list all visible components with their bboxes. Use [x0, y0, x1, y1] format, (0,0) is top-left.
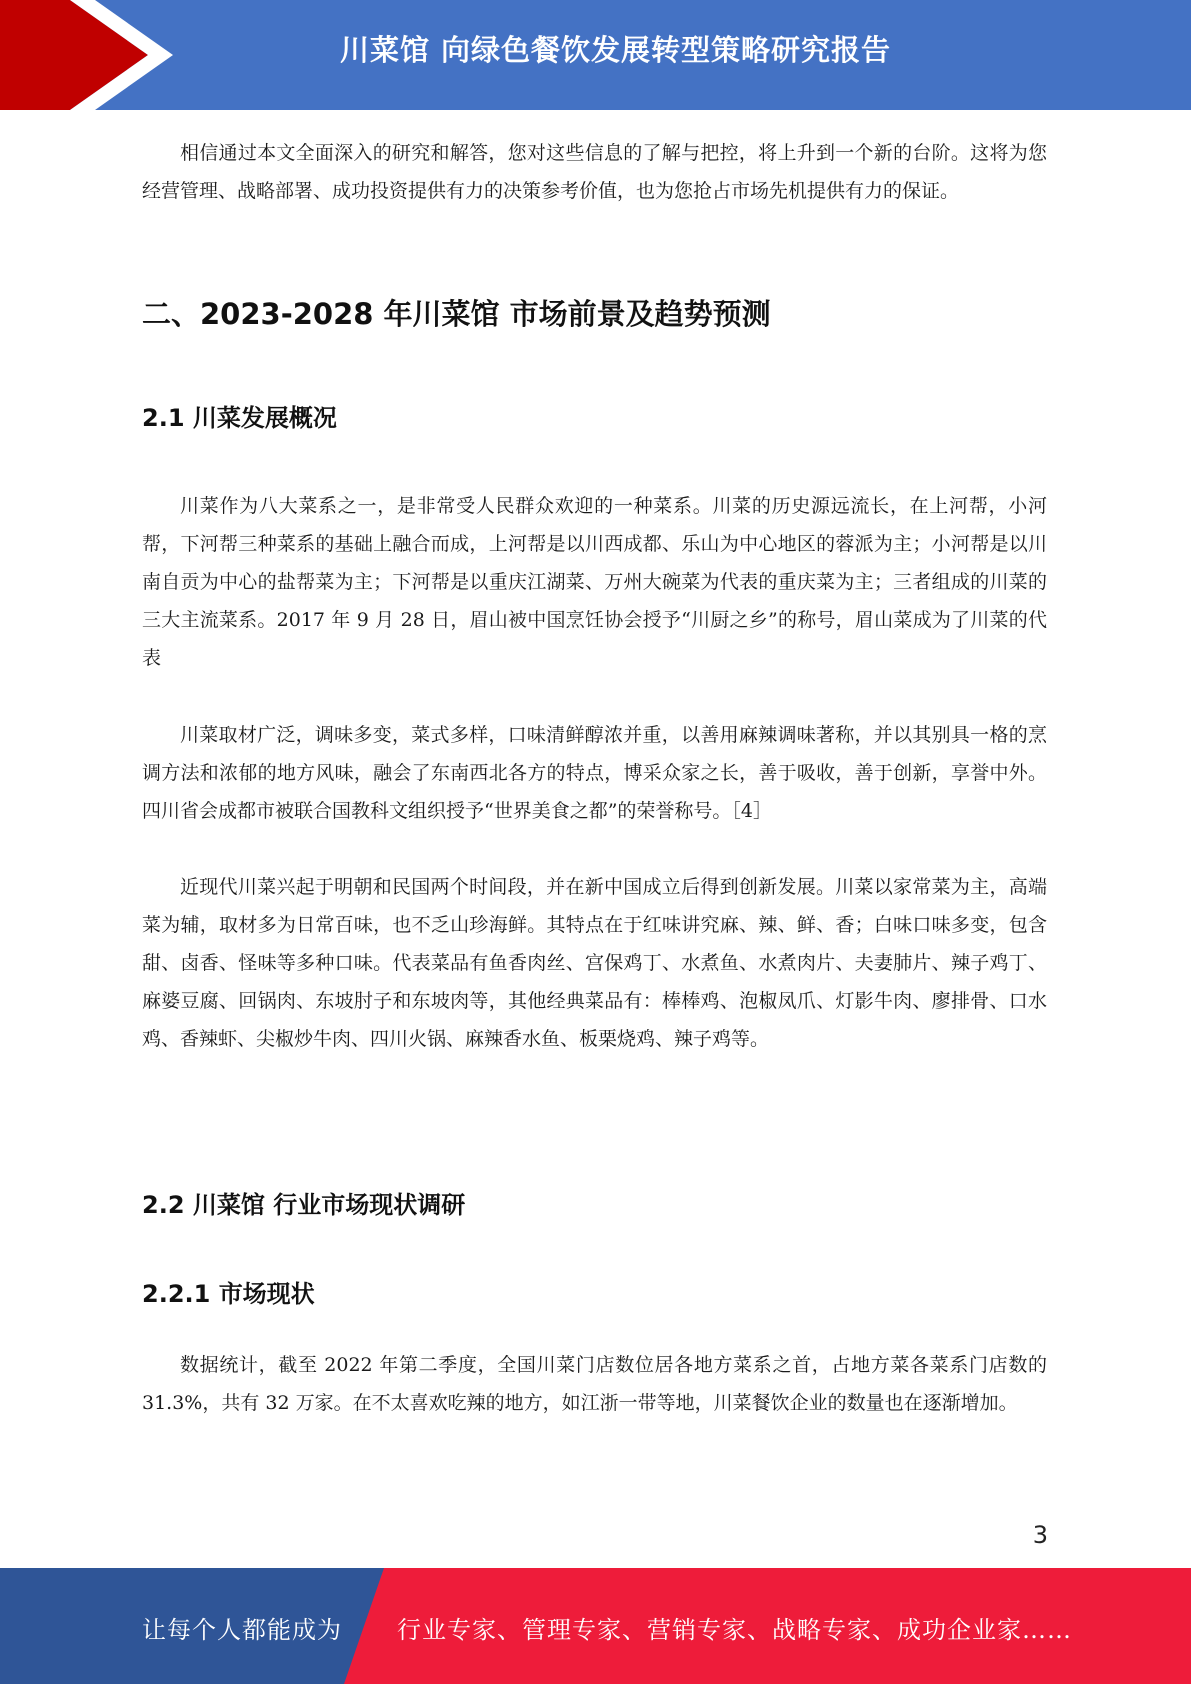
- paragraph-2-1-a: 川菜作为八大菜系之一，是非常受人民群众欢迎的一种菜系。川菜的历史源远流长，在上河帮，小河帮，下河帮三种菜系的基础上融合而成，上河帮是以川西成都、乐山为中心地区的蓉派为主；小河帮是以川南自贡为中心的盐帮菜为主；下河帮是以重庆江湖菜、万州大碗菜为代表的重庆菜为主；三者组成的川菜的三大主流菜系。2017 年 9 月 28 日，眉山被中国烹饪协会授予“川厨之乡”的称号，眉山菜成为了川菜的代表: [142, 495, 1047, 669]
- header-title: 川菜馆 向绿色餐饮发展转型策略研究报告: [339, 33, 892, 67]
- paragraph-2-2-1: 数据统计，截至 2022 年第二季度，全国川菜门店数位居各地方菜系之首，占地方菜各菜系门店数的 31.3%，共有 32 万家。在不太喜欢吃辣的地方，如江浙一带等地，川菜餐饮企业的数量也在逐渐增加。: [142, 1354, 1047, 1414]
- subsection-heading-2-2-1: 2.2.1 市场现状: [142, 1280, 315, 1308]
- paragraph-2-1-c: 近现代川菜兴起于明朝和民国两个时间段，并在新中国成立后得到创新发展。川菜以家常菜为主，高端菜为辅，取材多为日常百味，也不乏山珍海鲜。其特点在于红味讲究麻、辣、鲜、香；白味口味多变，包含甜、卤香、怪味等多种口味。代表菜品有鱼香肉丝、宫保鸡丁、水煮鱼、水煮肉片、夫妻肺片、辣子鸡丁、麻婆豆腐、回锅肉、东坡肘子和东坡肉等，其他经典菜品有：棒棒鸡、泡椒凤爪、灯影牛肉、廖排骨、口水鸡、香辣虾、尖椒炒牛肉、四川火锅、麻辣香水鱼、板栗烧鸡、辣子鸡等。: [142, 876, 1047, 1050]
- section-heading: 二、2023-2028 年川菜馆 市场前景及趋势预测: [142, 297, 771, 331]
- intro-paragraph: 相信通过本文全面深入的研究和解答，您对这些信息的了解与把控，将上升到一个新的台阶。这将为您经营管理、战略部署、成功投资提供有力的决策参考价值，也为您抢占市场先机提供有力的保证。: [142, 142, 1047, 202]
- subsection-heading-2-2: 2.2 川菜馆 行业市场现状调研: [142, 1191, 466, 1219]
- page-header: [0, 0, 1191, 110]
- page-footer: [0, 1568, 1191, 1684]
- subsection-heading-2-1: 2.1 川菜发展概况: [142, 404, 337, 432]
- footer-slogan-left: 让每个人都能成为: [142, 1616, 342, 1644]
- paragraph-2-1-b: 川菜取材广泛，调味多变，菜式多样，口味清鲜醇浓并重，以善用麻辣调味著称，并以其别具一格的烹调方法和浓郁的地方风味，融会了东南西北各方的特点，博采众家之长，善于吸收，善于创新，享誉中外。四川省会成都市被联合国教科文组织授予“世界美食之都”的荣誉称号。［4］: [142, 724, 1047, 822]
- page-number: 3: [1032, 1521, 1048, 1549]
- footer-slogan-right: 行业专家、管理专家、营销专家、战略专家、成功企业家……: [397, 1616, 1072, 1644]
